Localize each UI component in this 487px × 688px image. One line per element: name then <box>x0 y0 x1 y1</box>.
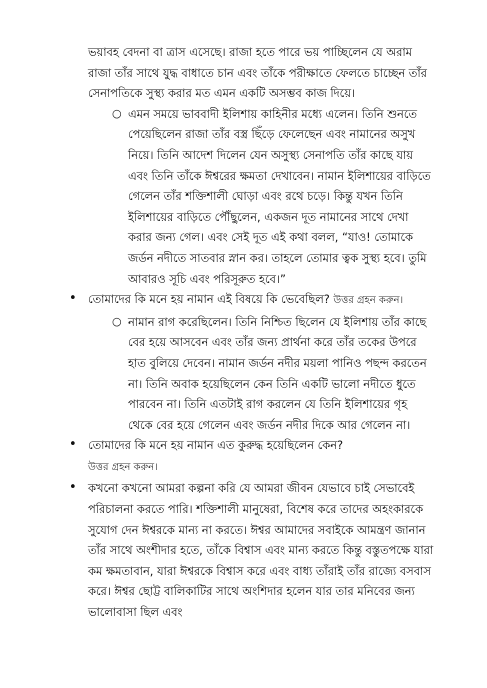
answer-hint-1: উত্তর গ্রহন করুন। <box>333 295 404 307</box>
filled-bullet-icon: • <box>69 291 77 307</box>
sub-bullet-item-1 <box>112 104 434 289</box>
answer-hint-2: উত্তর গ্রহন করুন। <box>88 461 158 473</box>
hollow-bullet-icon: ○ <box>112 106 122 120</box>
filled-bullet-icon: • <box>69 437 77 453</box>
question-item-1 <box>69 289 434 312</box>
document-body <box>69 42 434 623</box>
intro-paragraph: ভয়াবহ বেদনা বা ত্রাস এসেছে। রাজা হতে পারে ভয় পাচ্ছিলেন যে অরাম রাজা তাঁর সাথে যুদ্ধ বাধাতে চান এবং তাঁকে পরীক্ষাতে ফেলতে চাচ্ছেন তাঁর সেনাপতিকে সুস্থ্য করার মত এমন একটি অসম্ভব কাজ দিয়ে। <box>88 45 427 101</box>
question-text-2: তোমাদের কি মনে হয় নামান এত কুরুদ্ধ হয়েছিলেন কেন? <box>88 438 344 453</box>
sub-bullet-text-1: এমন সময়ে ভাববাদী ইলিশায় কাহিনীর মধ্যে এলেন। তিনি শুনতে পেয়েছিলেন রাজা তাঁর বস্ত্র ছিঁড়ে ফেলেছেন এবং নামানের অসুখ নিয়ে। তিনি আদেশ দিলেন যেন অসুস্থ্য সেনাপতি তাঁর কাছে যায় এবং তিনি তাঁকে ঈশ্বরের ক্ষমতা দেখাবেন। নামান ইলিশায়ের বাড়িতে গেলেন তাঁর শক্তিশালী ঘোড়া এবং রথে চড়ে। কিন্তু যখন তিনি ইলিশায়ের বাড়িতে পৌঁছুলেন, একজন দূত নামানের সাথে দেখা করার জন্য গেল। এবং সেই দূত এই কথা বলল, “যাও! তোমাকে জর্ডন নদীতে সাতবার স্নান কর। তাহলে তোমার ত্বক সুস্থ্য হবে। তুমি আবারও সূচি এবং পরিসূরুত হবে।” <box>128 106 431 286</box>
question-item-2 <box>69 435 434 478</box>
final-bullet-text: কখনো কখনো আমরা কল্পনা করি যে আমরা জীবন যেভাবে চাই সেভাবেই পরিচালনা করতে পারি। শক্তিশালী মানুষেরা, বিশেষ করে তাদের অহংকারকে সুযোগ দেন ঈশ্বরকে মান্য না করতে। ঈশ্বর আমাদের সবাইকে আমন্ত্রণ জানান তাঁর সাথে অংশীদার হতে, তাঁকে বিশ্বাস এবং মান্য করতে কিন্তু বস্তুতপক্ষে যারা কম ক্ষমতাবান, যারা ঈশ্বরকে বিশ্বাস করে এবং বাধ্য তাঁরাই তাঁর রাজ্যে বসবাস করে। ঈশ্বর ছোট্ট বালিকাটির সাথে অংশিদার হলেন যার তার মনিবের জন্য ভালোবাসা ছিল এবং <box>88 481 434 620</box>
sub-bullet-text-2: নামান রাগ করেছিলেন। তিনি নিশ্চিত ছিলেন যে ইলিশায় তাঁর কাছে বের হয়ে আসবেন এবং তাঁর জন্য প্রার্থনা করে তাঁর তকের উপরে হাত বুলিয়ে দেবেন। নামান জর্ডন নদীর ময়লা পানিও পছন্দ করতেন না। তিনি অবাক হয়েছিলেন কেন তিনি একটি ভালো নদীতে ধুতে পারবেন না। তিনি এতটাই রাগ করলেন যে তিনি ইলিশায়ের গৃহ থেকে বের হয়ে গেলেন এবং জর্ডন নদীর দিকে আর গেলেন না। <box>128 314 427 432</box>
filled-bullet-icon: • <box>69 480 77 496</box>
question-paragraph-1 <box>88 289 434 312</box>
question-paragraph-2 <box>88 435 434 478</box>
question-text-1: তোমাদের কি মনে হয় নামান এই বিষয়ে কি ভেবেছিল? <box>88 292 334 307</box>
hollow-bullet-icon: ○ <box>112 314 122 328</box>
sub-bullet-item-2 <box>112 312 434 436</box>
final-bullet-item <box>69 478 434 622</box>
